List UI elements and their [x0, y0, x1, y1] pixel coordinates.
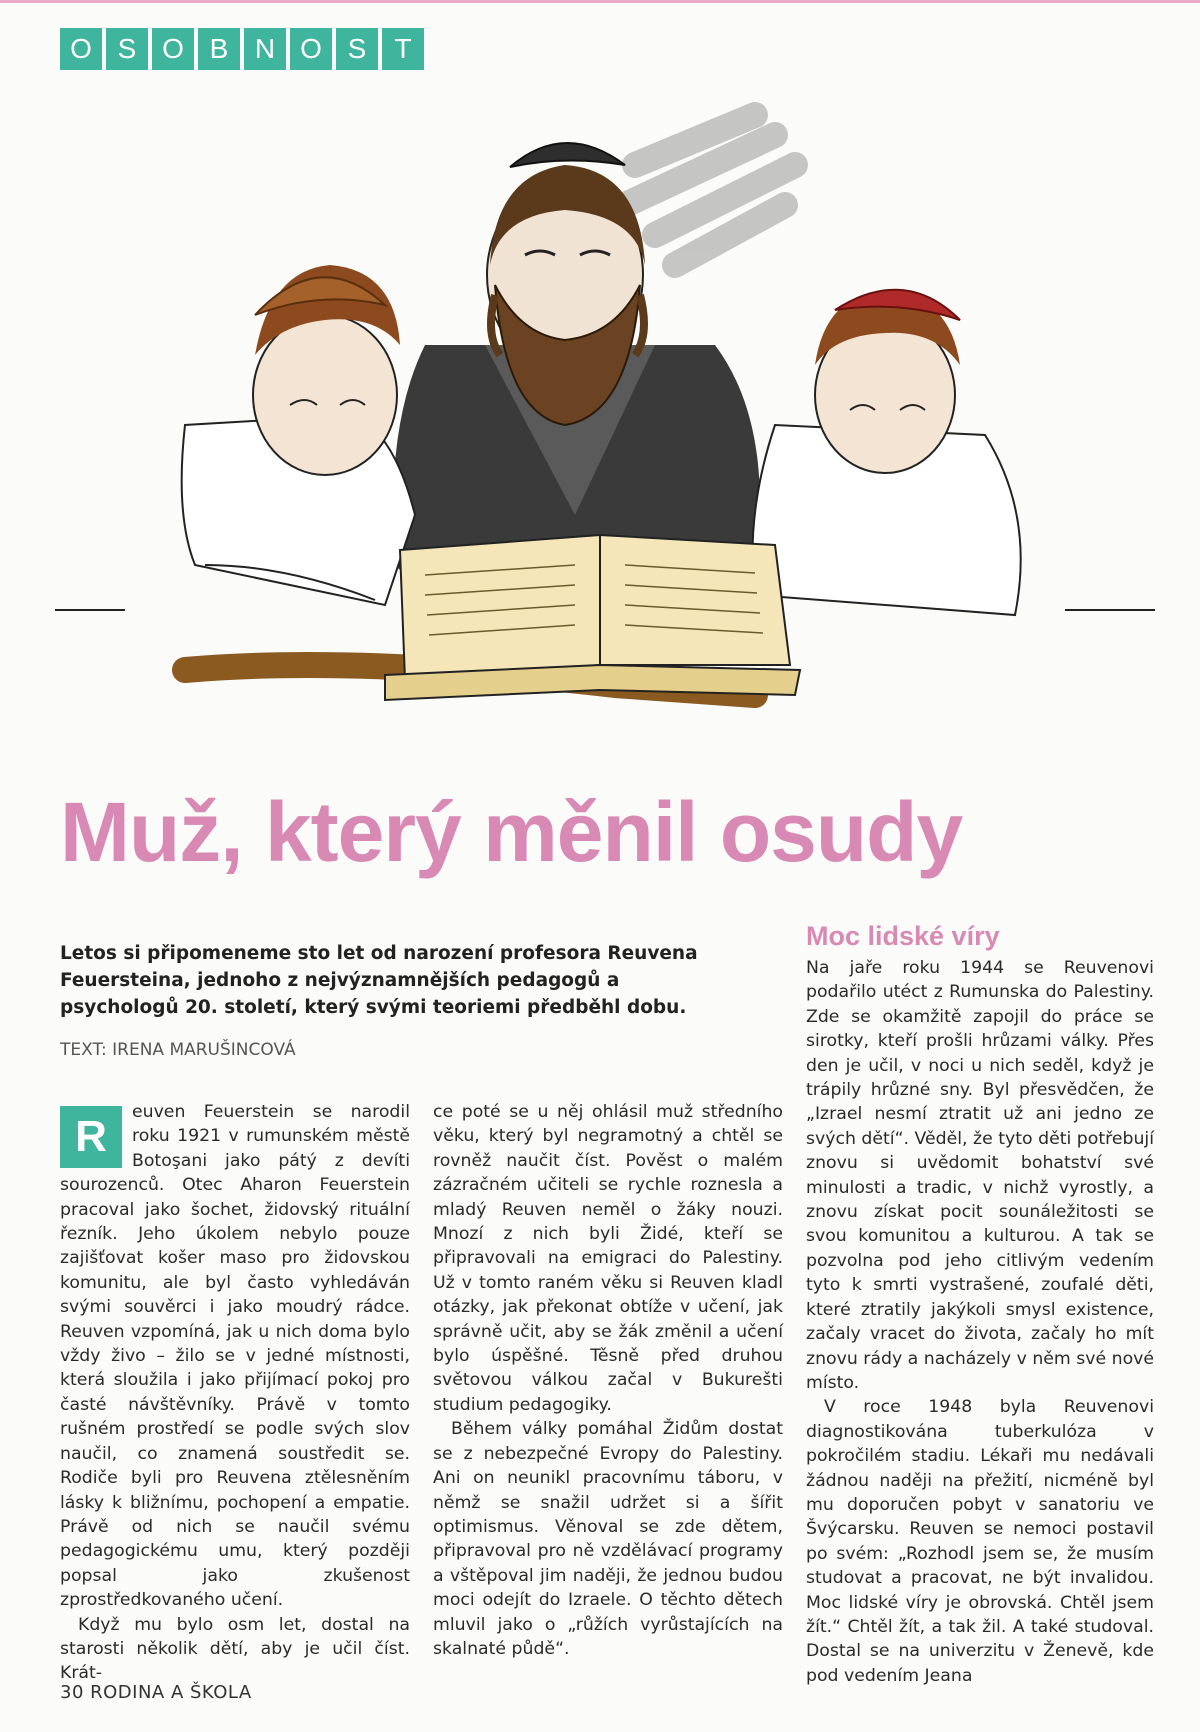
section-letter: S: [336, 28, 378, 70]
section-letter: O: [152, 28, 194, 70]
paragraph: Když mu bylo osm let, dostal na starosti několik dětí, aby je učil číst. Krát-: [60, 1614, 410, 1684]
article-lead: Letos si připomeneme sto let od narození profesora Reuvena Feuersteina, jednoho z nejvýznamnějších pedagogů a psychologů 20. století, který svými teoriemi předběhl dobu.: [60, 943, 698, 1018]
section-letter: B: [198, 28, 240, 70]
article-column-3: [806, 920, 1154, 1688]
subheading: Moc lidské víry: [806, 921, 1000, 951]
paragraph: V roce 1948 byla Reuvenovi diagnostikována tuberkulóza v pokročilém stadiu. Lékaři mu nedávali žádnou naději na přežití, nicméně byl mu doporučen pobyt v sanatoriu ve Švýcarsku. Reuven se nemoci postavil po svém: „Rozhodl jsem se, že musím studovat a pracovat, ne být invalidou. Moc lidské víry je obrovská. Chtěl jsem žít.“ Chtěl žít, a tak žil. A také studoval. Dostal se na univerzitu v Ženevě, kde pod vedením Jeana: [806, 1397, 1154, 1686]
article-column-2: [433, 1100, 783, 1661]
article-title: Muž, který měnil osudy: [60, 785, 963, 879]
illustration-rabbi-with-boys: [55, 95, 1155, 775]
paragraph: Během války pomáhal Židům dostat se z nebezpečné Evropy do Palestiny. Ani on neunikl pracovnímu táboru, v němž se snažil udržet si a šířit optimismus. Věnoval se zde dětem, připravoval pro ně vzdělávací programy a vštěpoval jim naději, že jednou budou moci odejít do Izraele. O těchto dětech mluvil jako o „růžích vyrůstajících na skalnaté půdě“.: [433, 1419, 783, 1659]
paragraph: ce poté se u něj ohlásil muž středního věku, který byl negramotný a chtěl se rovněž naučit číst. Pověst o malém zázračném učiteli se rychle roznesla a mladý Reuven neměl o žáky nouzi. Mnozí z nich byli Židé, kteří se připravovali na emigraci do Palestiny. Už v tomto raném věku si Reuven kladl otázky, jak překonat obtíže v učení, jak správně učit, aby se žák změnil a učení bylo úspěšné. Těsně před druhou světovou válkou začal v Bukurešti studium pedagogiky.: [433, 1102, 783, 1415]
section-label: [60, 28, 424, 70]
article-column-1: [60, 1100, 410, 1686]
section-letter: N: [244, 28, 286, 70]
section-letter: T: [382, 28, 424, 70]
byline: TEXT: IRENA MARUŠINCOVÁ: [60, 1040, 296, 1060]
paragraph: euven Feuerstein se narodil roku 1921 v rumunském městě Botoşani jako pátý z devíti sourozenců. Otec Aharon Feuerstein pracoval jako šochet, židovský rituální řezník. Jeho úkolem nebylo pouze zajišťovat košer maso pro židovskou komunitu, ale byl často vyhledáván svými souvěrci i jako moudrý rádce. Reuven vzpomíná, jak u nich doma bylo vždy živo – žilo se v jedné místnosti, která sloužila i jako přijímací pokoj pro časté návštěvníky. Právě v tomto rušném prostředí se podle svých slov naučil, co znamená soustředit se. Rodiče byli pro Reuvena ztělesněním lásky k bližnímu, pochopení a empatie. Právě od nich se naučil svému pedagogickému umu, který později popsal jako zkušenost zprostředkovaného učení.: [60, 1102, 410, 1611]
top-rule: [0, 0, 1200, 3]
drop-cap: R: [60, 1106, 122, 1168]
section-letter: O: [290, 28, 332, 70]
section-letter: S: [106, 28, 148, 70]
page-footer: 30 RODINA A ŠKOLA: [60, 1682, 252, 1703]
section-letter: O: [60, 28, 102, 70]
paragraph: Na jaře roku 1944 se Reuvenovi podařilo utéct z Rumunska do Palestiny. Zde se okamžitě zapojil do práce se sirotky, kteří prošli hrůzami války. Přes den je učil, v noci u nich seděl, když je trápily hrůzné sny. Byl přesvědčen, že „Izrael nesmí ztratit už ani jedno ze svých dětí“. Věděl, že tyto děti potřebují znovu si uvědomit bohatství své minulosti a tradic, v nichž vyrostly, a znovu získat pocit sounáležitosti se svou komunitou a kulturou. A tak se pozvolna pod jeho citlivým vedením tyto k smrti vystrašené, zoufalé děti, které ztratily jakýkoli smysl existence, začaly vracet do života, začaly ho mít znovu rády a nacházely v něm své nové místo.: [806, 958, 1154, 1393]
